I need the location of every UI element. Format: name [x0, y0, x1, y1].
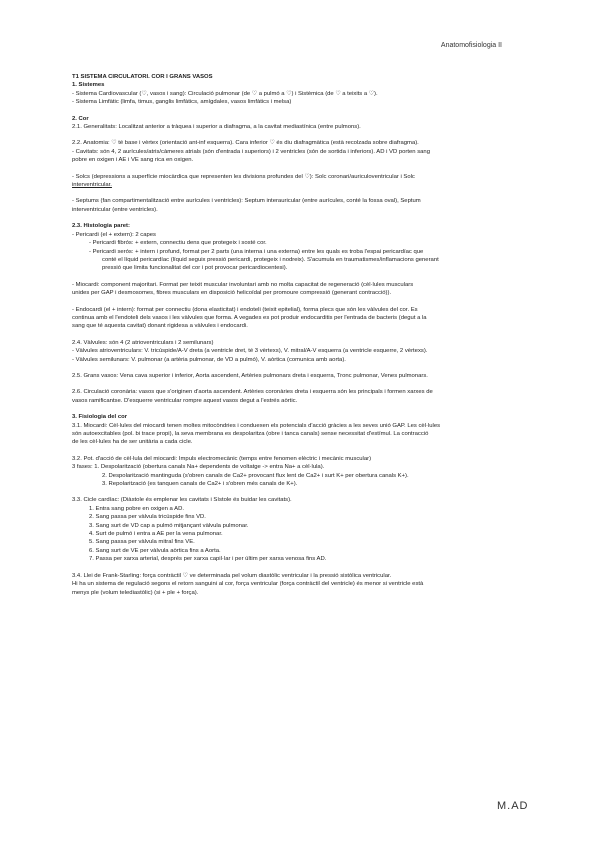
text-line: 3 fases: 1. Despolarització (obertura canals Na+ dependents de voltatge -> entra Na+ a cèl·lula).	[72, 464, 325, 471]
text-line: 2. Despolarització mantinguda (s'obren canals de Ca2+ provocant flux lent de Ca2+ i surt K+ per obertura canals K+).	[102, 472, 409, 479]
text-line: 3.4. Llei de Frank-Starling: força contràctil ♡ ve determinada pel volum diastòlic ventricular i la pressió sistòlica ventricular.	[72, 572, 392, 579]
page-header: Anatomofisiologia II	[440, 42, 502, 49]
text-line: 3. Repolarització (es tanquen canals de Ca2+ i s'obren més canals de K+).	[102, 481, 298, 488]
document-title: T1 SISTEMA CIRCULATORI. COR I GRANS VASOS	[72, 74, 213, 80]
text-line: 2.5. Grans vasos: Vena cava superior i inferior, Aorta ascendent, Artèries pulmonars dreta i esquerra, Tronc pulmonar, Venes pulmonars.	[72, 372, 428, 379]
text-line: 3.1. Miocardi: Cèl·lules del miocardi tenen moltes mitocòndries i conduexen els potencials d'acció gràcies a les seves unió GAP. Les cèl·lules	[72, 422, 441, 429]
text-line: 3.3. Cicle cardíac: (Diàstole és emplenar les cavitats i Sístole és buidar les cavitats).	[72, 497, 292, 504]
text-line: 2.2. Anatomia: ♡ té base i vèrtex (orientació ant-inf esquerra). Cara inferior ♡ és diu diafragmàtica (està recolzada sobre diafragma).	[72, 140, 419, 147]
text-line: - Cavitats: són 4, 2 aurícules/atris/càmeres atrials (són d'entrada i superiors) i 2 ventricles (són de sortida i inferiors). AD i VD porten sang	[72, 148, 430, 155]
list-item: 7. Passa per xarxa arterial, després per xarxa capil·lar i per últim per xarxa venosa fins AD.	[89, 556, 327, 563]
text-line: 2.6. Circulació coronària: vasos que s'originen d'aorta ascendent. Artèries coronàries dreta i esquerra són les principals i formen xarxes de	[72, 389, 433, 396]
section-heading: 1. Sistemes	[72, 82, 105, 89]
text-line: continua amb el l'endoteli dels vasos i les vàlvules que forma. A vegades es pot produir endocarditis per l'entrada de bacteris (degut a la	[72, 314, 427, 321]
list-item: 3. Sang surt de VD cap a pulmó mitjançant vàlvula pulmonar.	[89, 522, 249, 529]
text-line: - Sistema Limfàtic (limfa, timus, ganglis limfàtics, amígdales, vasos limfàtics i melsa)	[72, 99, 292, 106]
text-line: 2.4. Vàlvules: són 4 (2 atrioventriculars i 2 semilunars)	[72, 339, 214, 346]
section-heading: 2.3. Histologia paret:	[72, 223, 130, 230]
list-item: 6. Sang surt de VE per vàlvula aòrtica fins a Aorta.	[89, 547, 221, 554]
text-line: unides per GAP i desmosomes, fibres musculars en disposició helicoïdal per promoure compressió (generant contracció)).	[72, 290, 392, 297]
text-line: són autoexcitables (pol. bi trace propi), la seva membrana es despolaritza (obre i tanca canals) sense necessitat d'estímul. La contracció	[72, 431, 429, 437]
text-line: 3.2. Pot. d'acció de cèl·lula del miocardi: Impuls electromecànic (temps entre fenomen elèctric i mecànic muscular)	[72, 455, 372, 462]
text-line: - Pericardi serós: + intern i profund, format per 2 parts (una interna i una externa) entre les quals es troba l'espai pericardíac que	[89, 248, 424, 255]
list-item: 1. Entra sang pobre en oxigen a AD.	[89, 505, 184, 512]
section-heading: 3. Fisiologia del cor	[72, 414, 127, 421]
text-line: interventricular.	[72, 182, 112, 189]
list-item: 2. Sang passa per vàlvula tricúspide fins VD.	[89, 514, 206, 521]
text-line: - Vàlvules semilunars: V. pulmonar (a artèria pulmonar, de VD a pulmó), V. aòrtica (comunica amb aorta).	[72, 356, 346, 363]
text-line: - Sistema Cardiovascular (♡, vasos i sang): Circulació pulmonar (de ♡ a pulmó a ♡) i Sistèmica (de ♡ a teixits a ♡).	[72, 90, 378, 97]
text-line: menys ple (volum telediastòlic) (si + ple + força).	[72, 589, 199, 596]
section-heading: 2. Cor	[72, 115, 89, 122]
text-line: conté el líquid pericardíac (líquid seguix pressió pericardi, protegeix i nodreix). S'acumula en traumatismes/inflamacions generant	[102, 256, 439, 263]
text-line: de les cèl·lules ha de ser unitària a cada cicle.	[72, 439, 193, 446]
page-footer-initials: M.AD	[497, 800, 529, 812]
list-item: 4. Surt de pulmó i entra a AE per la vena pulmonar.	[89, 531, 223, 538]
list-item: 5. Sang passa per vàlvula mitral fins VE.	[89, 539, 195, 546]
text-line: interventricular (entre ventricles).	[72, 206, 158, 213]
text-line: - Vàlvules atrioventriculars: V. tricúspide/A-V dreta (a ventricle dret, té 3 vèrtexs), V. mitral/A-V esquerra (a ventricle esquerre, 2 vèrtexs).	[72, 348, 428, 355]
text-line: pressió que limita funcionalitat del cor i pot provocar pericardiocentesi).	[102, 265, 288, 272]
text-line: sang que té aquesta cavitat) donant rigidesa a vàlvules i endocardi.	[72, 323, 248, 330]
text-line: - Miocardi: component majoritari. Format per teixit muscular involuntari amb no molta capacitat de regeneració (cèl·lules musculars	[72, 281, 414, 288]
text-line: - Pericardi (el + extern): 2 capes	[72, 231, 156, 238]
document-body	[72, 73, 532, 597]
text-line: Hi ha un sistema de regulació segons el retorn sanguini al cor, força ventricular (força contràctil del ventricle) és menor si ventricle està	[72, 581, 424, 588]
text-line: - Pericardi fibrós: + extern, connectiu dens que protegeix i sosté cor.	[89, 240, 267, 247]
text-line: - Septums (fan compartimentalització entre aurícules i ventricles): Septum interauricular (entre aurícules, conté la fossa oval), Septum	[72, 198, 421, 205]
text-line: vasos ramificantse. D'esquerre ventricular rompre aquest vasos degut a l'estrés aòrtic.	[72, 397, 298, 404]
text-line: - Solcs (depressions a superfície miocàrdica que representen les divisions profundes del ♡): Solc coronari/auriculoventricular i Solc	[72, 173, 415, 180]
text-line: - Endocardi (el + intern): format per connectiu (dona elasticitat) i endoteli (teixit epitelial), forma plecs que són les vàlvules del cor. Es	[72, 306, 418, 313]
text-line: pobre en oxigen i AE i VE sang rica en oxigen.	[72, 157, 194, 164]
text-line: 2.1. Generalitats: Localitzat anterior a tràquea i superior a diafragma, a la cavitat mediastínica (entre pulmons).	[72, 124, 361, 131]
